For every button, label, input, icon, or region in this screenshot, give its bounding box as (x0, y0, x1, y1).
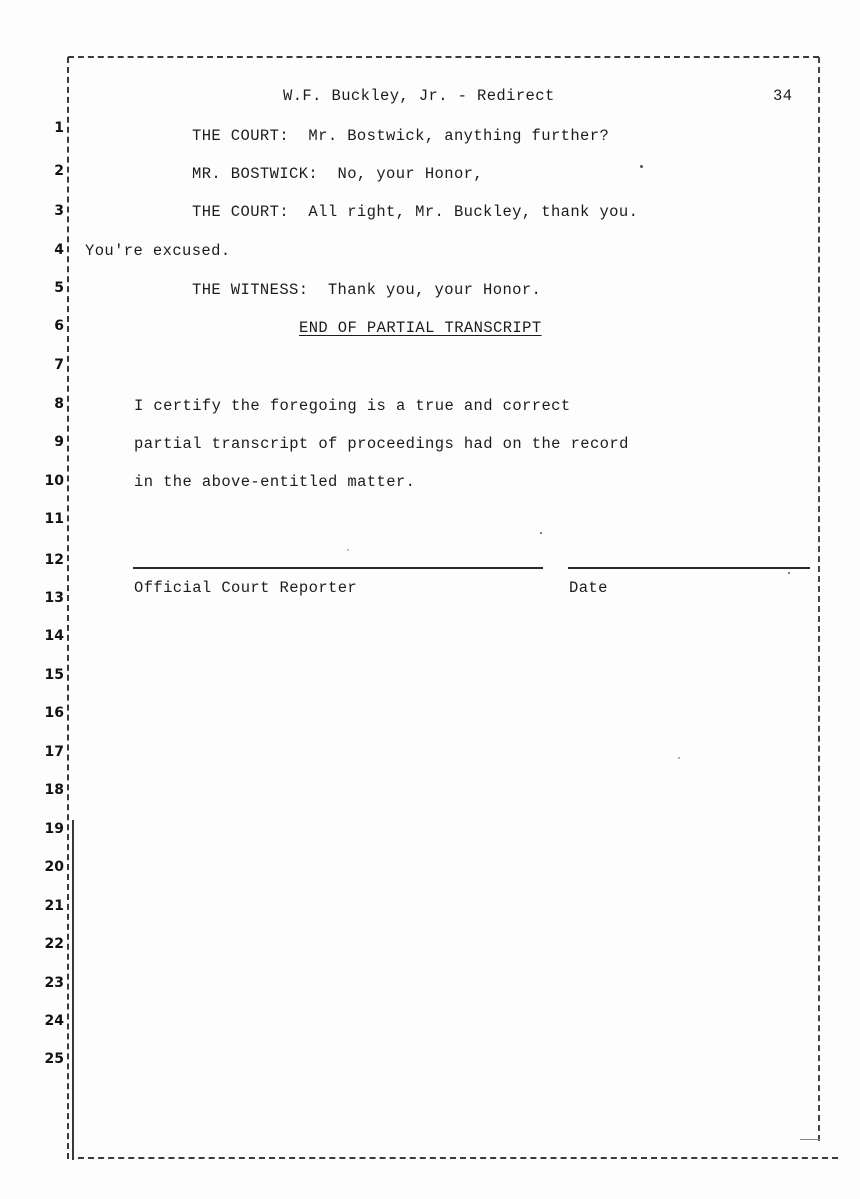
transcript-line-4: You're excused. (85, 242, 231, 260)
line-number: 22 (44, 936, 64, 952)
scan-speck (347, 549, 349, 551)
line-number: 6 (54, 318, 64, 334)
line-number: 14 (44, 628, 64, 644)
reporter-signature-line (133, 567, 543, 569)
line-number: 21 (44, 898, 64, 914)
line-number: 24 (44, 1013, 64, 1029)
page-number: 34 (773, 87, 793, 105)
page-border-top (68, 56, 819, 58)
line-number: 11 (44, 511, 64, 527)
transcript-line-2: MR. BOSTWICK: No, your Honor, (192, 165, 484, 183)
transcript-line-5: THE WITNESS: Thank you, your Honor. (192, 281, 542, 299)
line-number: 2 (54, 163, 64, 179)
certification-line-2: partial transcript of proceedings had on the record (134, 435, 629, 453)
line-number: 3 (54, 203, 64, 219)
scan-speck (540, 532, 542, 534)
scan-speck (640, 165, 643, 168)
end-of-transcript-heading: END OF PARTIAL TRANSCRIPT (299, 319, 542, 337)
certification-line-3: in the above-entitled matter. (134, 473, 416, 491)
line-number: 13 (44, 590, 64, 606)
line-number: 15 (44, 667, 64, 683)
page-header-title: W.F. Buckley, Jr. - Redirect (283, 87, 555, 105)
page-border-right (818, 57, 820, 1141)
scan-speck (788, 572, 790, 574)
line-number: 12 (44, 552, 64, 568)
line-number: 5 (54, 280, 64, 296)
scan-speck (678, 757, 680, 759)
line-number: 8 (54, 396, 64, 412)
certification-line-1: I certify the foregoing is a true and correct (134, 397, 571, 415)
page-border-corner (800, 1139, 820, 1140)
line-number: 25 (44, 1051, 64, 1067)
page-border-bottom (78, 1157, 838, 1159)
line-number: 4 (54, 242, 64, 258)
transcript-line-3: THE COURT: All right, Mr. Buckley, thank you. (192, 203, 639, 221)
line-number: 23 (44, 975, 64, 991)
line-number: 18 (44, 782, 64, 798)
line-number: 17 (44, 744, 64, 760)
reporter-label: Official Court Reporter (134, 579, 358, 597)
date-signature-line (568, 567, 810, 569)
line-number: 20 (44, 859, 64, 875)
line-number: 7 (54, 357, 64, 373)
page-border-left-lower (72, 820, 74, 1160)
line-number: 19 (44, 821, 64, 837)
line-number: 9 (54, 434, 64, 450)
date-label: Date (569, 579, 608, 597)
line-number: 10 (44, 473, 64, 489)
line-number: 1 (54, 120, 64, 136)
page-border-left (67, 57, 69, 1159)
transcript-line-1: THE COURT: Mr. Bostwick, anything further? (192, 127, 610, 145)
line-number: 16 (44, 705, 64, 721)
